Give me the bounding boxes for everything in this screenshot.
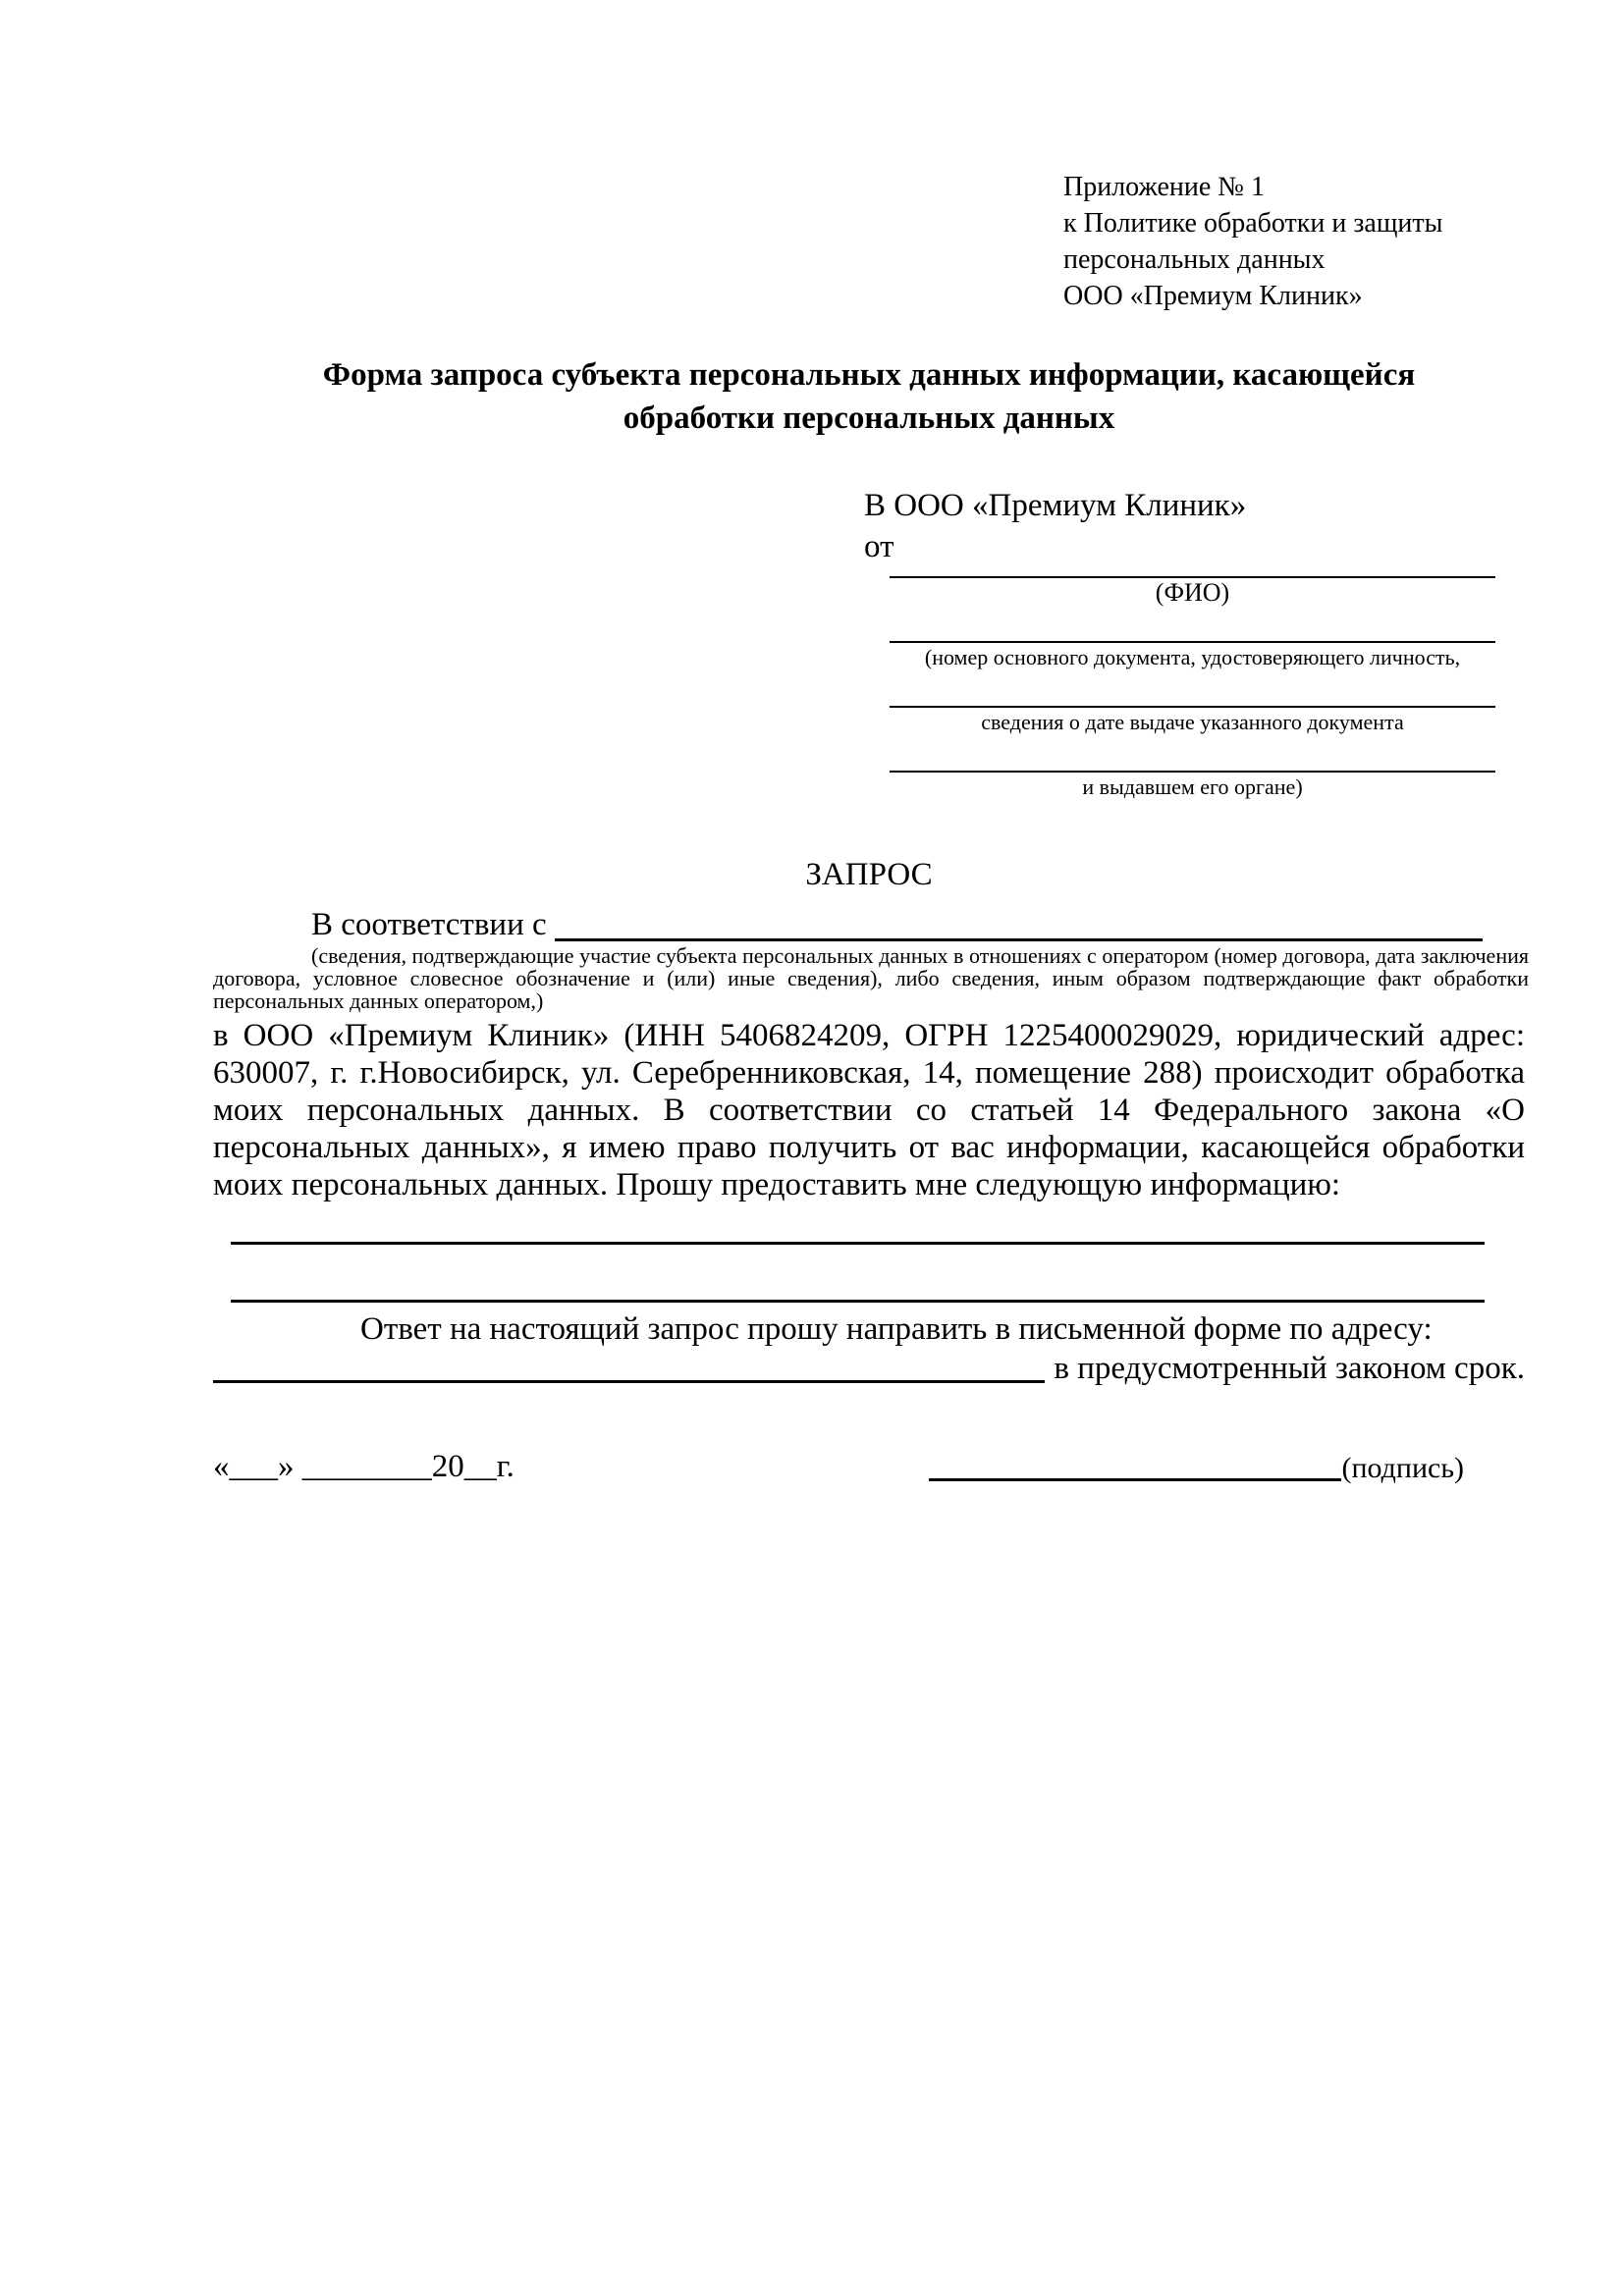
document-number-caption: (номер основного документа, удостоверяющего личность,	[924, 645, 1461, 669]
addressee-block	[864, 485, 1500, 802]
field-document-number	[890, 608, 1495, 672]
appendix-line: персональных данных	[1063, 244, 1326, 275]
appendix-line: Приложение № 1	[1063, 172, 1265, 202]
info-fill-line-1	[231, 1242, 1485, 1245]
body-paragraph: в ООО «Премиум Клиник» (ИНН 5406824209, ОГРН 1225400029029, юридический адрес: 630007, г. г.Новосибирск, ул. Серебренниковская, 14, помещение 288) происходит обработка моих персональных данных. В соответствии со статьей 14 Федерального закона «О персональных данных», я имею право получить от вас информации, касающейся обработки моих персональных данных. Прошу предоставить мне следующую информацию:	[213, 1018, 1525, 1202]
appendix-line: к Политике обработки и защиты	[1063, 208, 1443, 239]
field-issue-date	[890, 672, 1495, 737]
reply-address-fill-line	[213, 1380, 1045, 1383]
issuing-authority-caption: и выдавшем его органе)	[1082, 774, 1303, 799]
request-heading: ЗАПРОС	[805, 857, 933, 892]
field-issuing-authority	[890, 737, 1495, 802]
date-signature-row	[213, 1445, 1525, 1488]
appendix-line: ООО «Премиум Клиник»	[1063, 281, 1363, 311]
issuing-authority-fill-line	[890, 737, 1495, 773]
field-fio	[890, 567, 1495, 608]
reply-address-row	[213, 1349, 1525, 1388]
reply-request-text: Ответ на настоящий запрос прошу направить в письменной форме по адресу:	[360, 1311, 1433, 1347]
fio-caption: (ФИО)	[1155, 578, 1230, 607]
date-line: «___» ________20__г.	[213, 1449, 514, 1484]
document-title: Форма запроса субъекта персональных данных информации, касающейся обработки персональных данных	[322, 357, 1416, 436]
signature-caption: (подпись)	[1341, 1452, 1464, 1484]
issue-date-caption: сведения о дате выдаче указанного документа	[981, 710, 1404, 734]
accordance-label: В соответствии с	[311, 907, 547, 942]
addressee-from-label: от	[864, 529, 894, 564]
document-number-fill-line	[890, 608, 1495, 643]
accordance-row	[213, 903, 1525, 946]
accordance-note: (сведения, подтверждающие участие субъекта персональных данных в отношениях с оператором (номер договора, дата заключения договора, условное словесное обозначение и (или) иные сведения), либо сведения, иным образом подтверждающие факт обработки персональных данных оператором,)	[213, 943, 1529, 1013]
info-fill-line-2	[231, 1300, 1485, 1303]
reply-tail-text: в предусмотренный законом срок.	[1054, 1351, 1525, 1386]
fio-fill-line	[890, 567, 1495, 578]
accordance-fill-line	[555, 938, 1483, 941]
issue-date-fill-line	[890, 672, 1495, 708]
signature-fill-line	[929, 1478, 1341, 1481]
addressee-to: В ООО «Премиум Клиник»	[864, 488, 1247, 523]
appendix-block	[1063, 169, 1442, 314]
